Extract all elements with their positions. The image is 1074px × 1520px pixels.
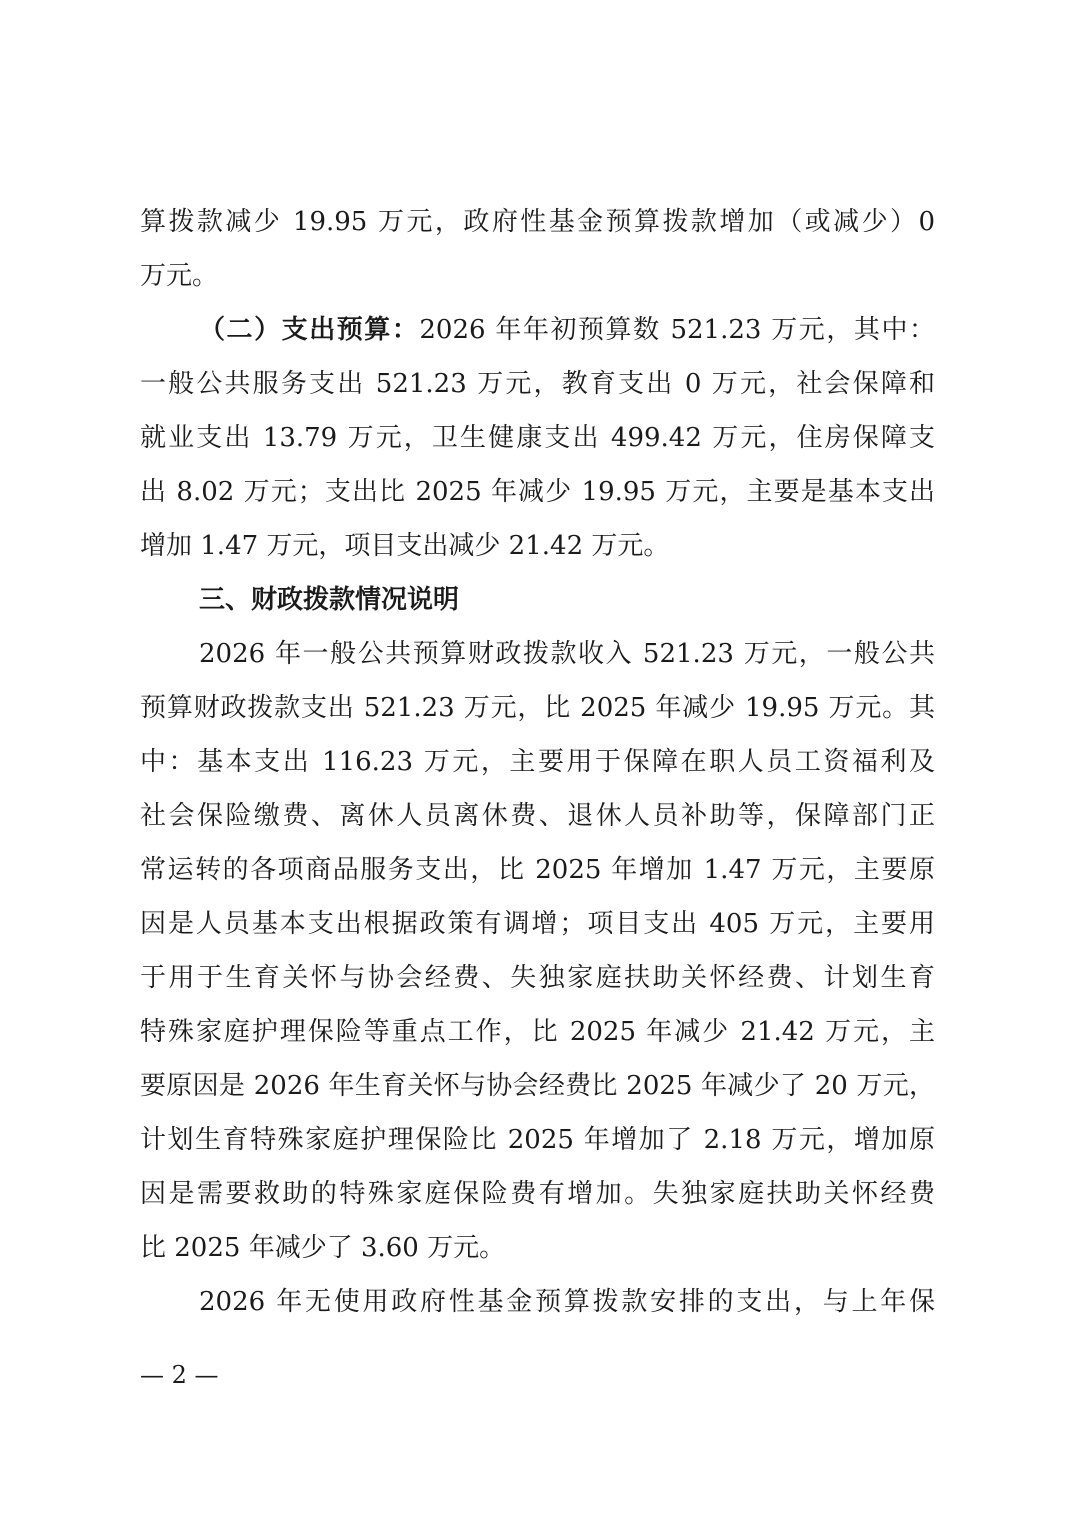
text-line: 中：基本支出 116.23 万元，主要用于保障在职人员工资福利及 [140, 747, 935, 777]
text-line: 特殊家庭护理保险等重点工作，比 2025 年减少 21.42 万元，主 [140, 1017, 935, 1047]
text-line: 因是需要救助的特殊家庭保险费有增加。失独家庭扶助关怀经费 [140, 1179, 935, 1209]
section-heading: 三、财政拨款情况说明 [199, 585, 460, 615]
text-line: 2026 年无使用政府性基金预算拨款安排的支出，与上年保 [199, 1287, 935, 1317]
appropriation-paragraph [140, 627, 935, 1275]
continuation-paragraph [140, 195, 935, 303]
text-line: 计划生育特殊家庭护理保险比 2025 年增加了 2.18 万元，增加原 [140, 1125, 935, 1155]
text-line: 预算财政拨款支出 521.23 万元，比 2025 年减少 19.95 万元。其 [140, 693, 935, 723]
text-line [140, 303, 935, 357]
text-line: 就业支出 13.79 万元，卫生健康支出 499.42 万元，住房保障支 [140, 423, 935, 453]
text-line: 2026 年一般公共预算财政拨款收入 521.23 万元，一般公共 [199, 639, 935, 669]
expenditure-budget-label: （二）支出预算： [199, 315, 420, 345]
text-line: 算拨款减少 19.95 万元，政府性基金预算拨款增加（或减少）0 [140, 207, 935, 237]
fund-budget-paragraph [140, 1275, 935, 1329]
text-line: 万元。 [140, 261, 219, 291]
text-line: 比 2025 年减少了 3.60 万元。 [140, 1233, 506, 1263]
text-line: 于用于生育关怀与协会经费、失独家庭扶助关怀经费、计划生育 [140, 963, 935, 993]
text-line: 要原因是 2026 年生育关怀与协会经费比 2025 年减少了 20 万元， [140, 1071, 935, 1101]
document-page [140, 195, 935, 1329]
text-line: 社会保险缴费、离休人员离休费、退休人员补助等，保障部门正 [140, 801, 935, 831]
text-line: 因是人员基本支出根据政策有调增；项目支出 405 万元，主要用 [140, 909, 935, 939]
text-line: 出 8.02 万元；支出比 2025 年减少 19.95 万元，主要是基本支出 [140, 477, 935, 507]
page-number: — 2 — [140, 1361, 219, 1389]
text-span: 2026 年年初预算数 521.23 万元，其中： [419, 315, 935, 345]
text-line: 增加 1.47 万元，项目支出减少 21.42 万元。 [140, 531, 670, 561]
text-line: 常运转的各项商品服务支出，比 2025 年增加 1.47 万元，主要原 [140, 855, 935, 885]
expenditure-budget-paragraph [140, 303, 935, 573]
text-line: 一般公共服务支出 521.23 万元，教育支出 0 万元，社会保障和 [140, 369, 935, 399]
